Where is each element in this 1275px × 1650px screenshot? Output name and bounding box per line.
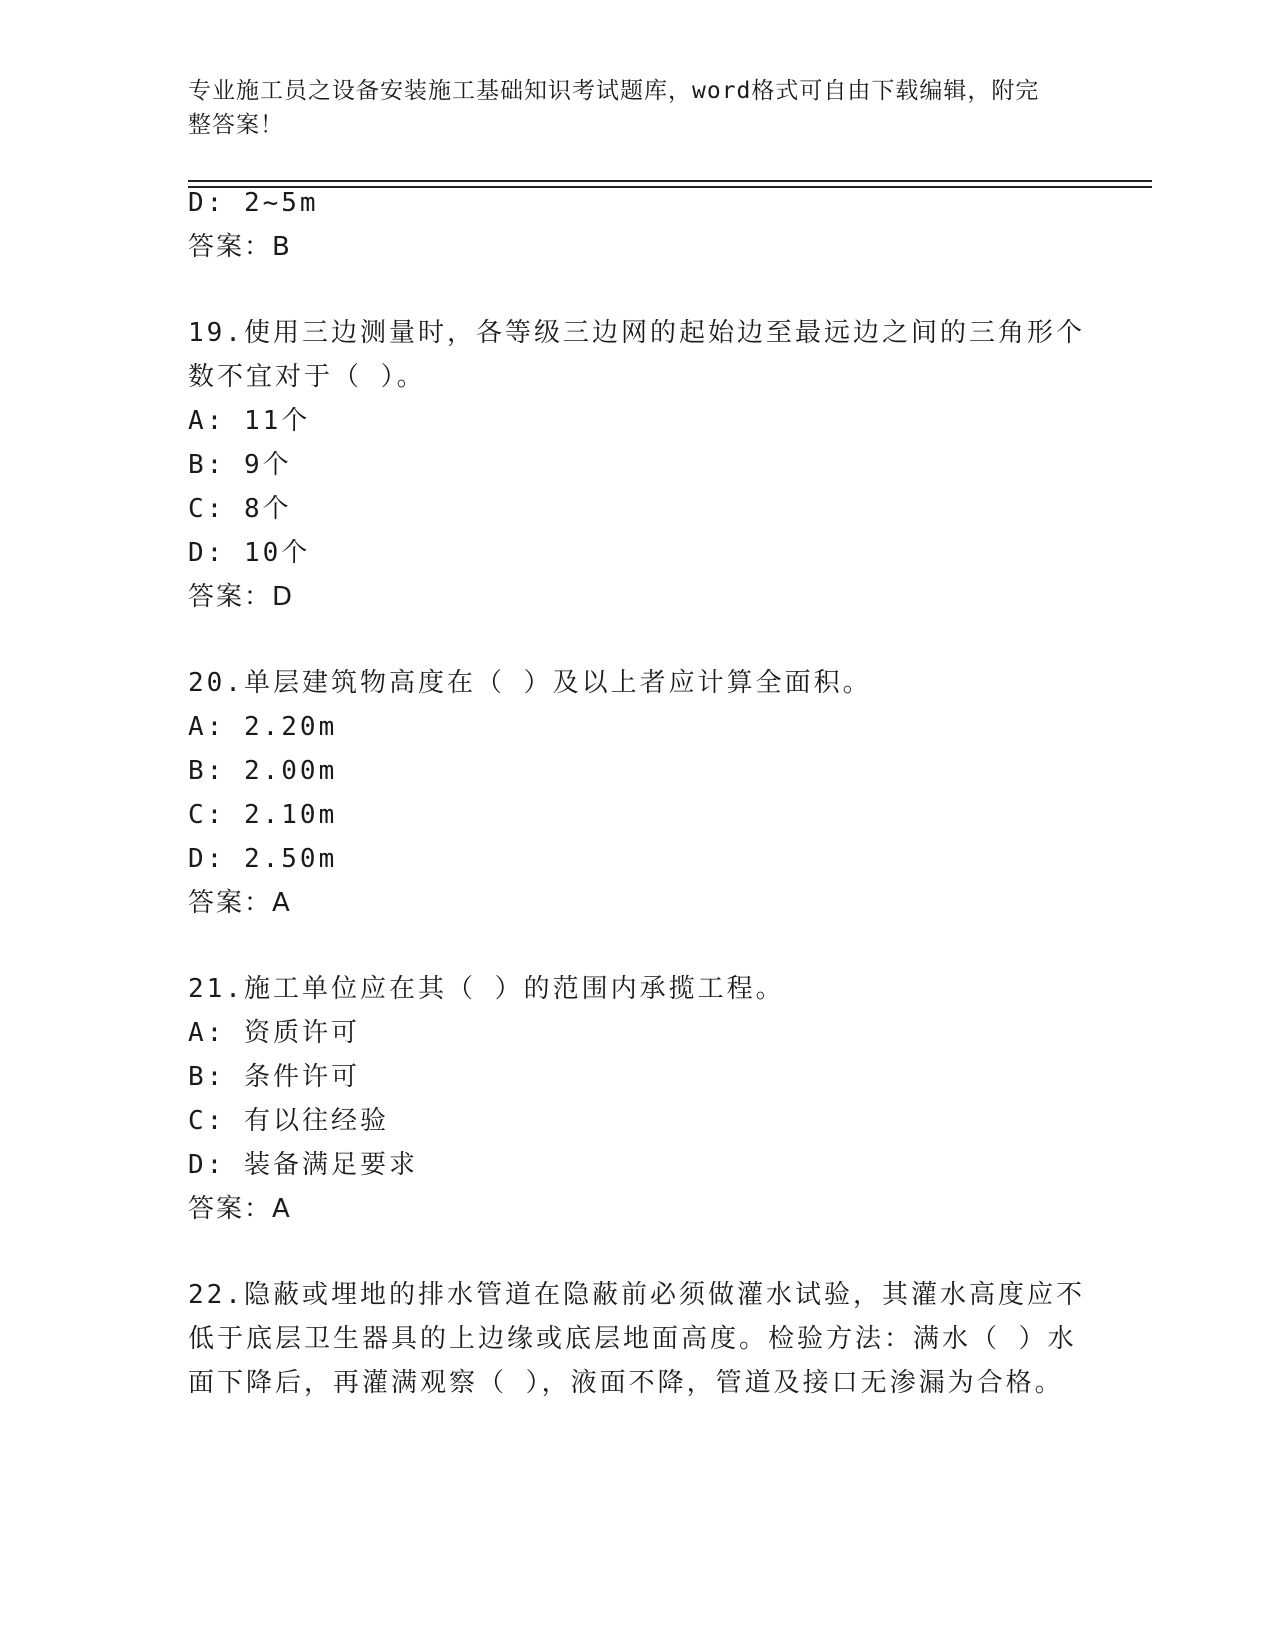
q21-stem-line-1: 21.施工单位应在其（ ）的范围内承揽工程。	[188, 974, 785, 1004]
q22-stem-line-3: 面下降后，再灌满观察（ ），液面不降，管道及接口无渗漏为合格。	[188, 1368, 1064, 1398]
q21-option-d: D: 装备满足要求	[188, 1150, 418, 1180]
q20-answer: 答案：A	[188, 888, 292, 918]
header-line-2: 整答案！	[188, 112, 284, 138]
q19-option-c: C: 8个	[188, 494, 292, 524]
q19-option-b: B: 9个	[188, 450, 292, 480]
prev-option-d: D: 2~5m	[188, 188, 319, 218]
q21-option-b: B: 条件许可	[188, 1062, 360, 1092]
header-divider-bottom	[188, 186, 1152, 188]
q19-answer: 答案：D	[188, 582, 295, 612]
q19-option-a: A: 11个	[188, 406, 311, 436]
q20-option-a: A: 2.20m	[188, 712, 338, 742]
q20-stem-line-1: 20.单层建筑物高度在（ ）及以上者应计算全面积。	[188, 668, 872, 698]
q19-stem-line-1: 19.使用三边测量时，各等级三边网的起始边至最远边之间的三角形个	[188, 318, 1085, 348]
document-header	[188, 74, 1068, 142]
q22-stem-line-1: 22.隐蔽或埋地的排水管道在隐蔽前必须做灌水试验，其灌水高度应不	[188, 1280, 1085, 1310]
header-line-1: 专业施工员之设备安装施工基础知识考试题库，word格式可自由下载编辑，附完	[188, 78, 1040, 104]
q21-option-c: C: 有以往经验	[188, 1106, 389, 1136]
q20-option-d: D: 2.50m	[188, 844, 338, 874]
q21-option-a: A: 资质许可	[188, 1018, 360, 1048]
q20-option-b: B: 2.00m	[188, 756, 338, 786]
q22-stem-line-2: 低于底层卫生器具的上边缘或底层地面高度。检验方法：满水（ ）水	[188, 1324, 1077, 1354]
q20-option-c: C: 2.10m	[188, 800, 338, 830]
q21-answer: 答案：A	[188, 1194, 292, 1224]
prev-answer: 答案：B	[188, 232, 292, 262]
q19-option-d: D: 10个	[188, 538, 311, 568]
header-divider-top	[188, 180, 1152, 182]
q19-stem-line-2: 数不宜对于（ ）。	[188, 362, 426, 392]
